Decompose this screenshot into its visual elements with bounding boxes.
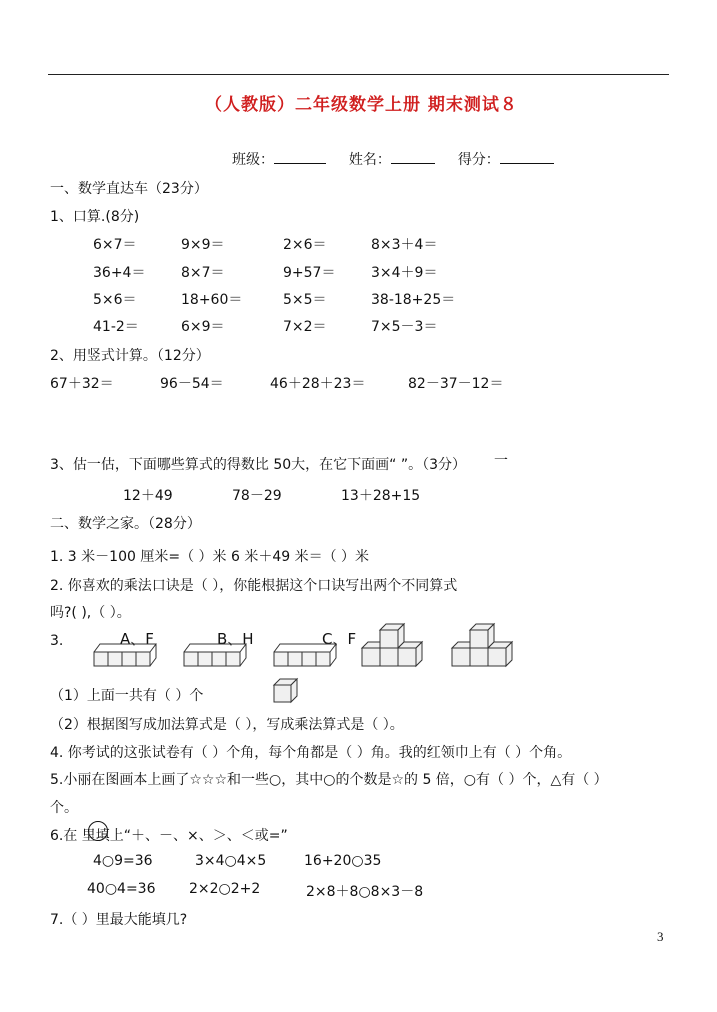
cube-row-figure-2 bbox=[180, 640, 250, 668]
circle-icon bbox=[88, 821, 108, 841]
page-number: 3 bbox=[657, 929, 664, 944]
estimate-item: 78－29 bbox=[232, 488, 282, 504]
oral-item: 5×5＝ bbox=[283, 292, 327, 308]
score-blank[interactable] bbox=[500, 149, 554, 164]
oral-item: 38-18+25＝ bbox=[371, 292, 456, 308]
oral-item: 6×9＝ bbox=[181, 319, 225, 335]
oral-item: 8×3＋4＝ bbox=[371, 237, 438, 253]
oral-item: 9+57＝ bbox=[283, 265, 336, 281]
q2-title: 2、用竖式计算。（12分） bbox=[50, 348, 210, 364]
class-blank[interactable] bbox=[274, 149, 326, 164]
cube-stack-figure-1 bbox=[360, 622, 430, 668]
s2-q3-part2: （2）根据图写成加法算式是（ ），写成乘法算式是（ ）。 bbox=[50, 717, 404, 733]
comparison-item: 40○4=36 bbox=[87, 881, 156, 897]
s2-q4: 4. 你考试的这张试卷有（ ）个角，每个角都是（ ）角。我的红领巾上有（ ）个角。 bbox=[50, 745, 572, 761]
single-cube-icon bbox=[270, 676, 300, 704]
comparison-item: 2×2○2+2 bbox=[189, 881, 261, 897]
s2-q2-line1: 2. 你喜欢的乘法口诀是（ ），你能根据这个口诀写出两个不同算式 bbox=[50, 578, 458, 594]
s2-q3-part1: （1）上面一共有（ ）个 bbox=[50, 688, 204, 704]
section1-title: 一、数学直达车（23分） bbox=[50, 181, 208, 197]
comparison-item: 3×4○4×5 bbox=[195, 853, 267, 869]
s2-q5-line1: 5.小丽在图画本上画了☆☆☆和一些○，其中○的个数是☆的 5 倍，○有（ ）个，△有（ ） bbox=[50, 772, 608, 788]
vertical-calc-item: 67＋32＝ bbox=[50, 376, 114, 392]
s2-q6-title: 6.在 里填上“＋、－、×、＞、＜或=” bbox=[50, 828, 288, 844]
header-rule bbox=[48, 74, 669, 75]
comparison-item: 4○9=36 bbox=[93, 853, 153, 869]
page-title: （人教版）二年级数学上册 期末测试８ bbox=[205, 95, 518, 115]
q1-title: 1、口算.(8分) bbox=[50, 209, 140, 225]
oral-item: 18+60＝ bbox=[181, 292, 243, 308]
oral-item: 9×9＝ bbox=[181, 237, 225, 253]
cube-row-figure-3 bbox=[270, 640, 340, 668]
oral-item: 6×7＝ bbox=[93, 237, 137, 253]
comparison-item: 2×8＋8○8×3－8 bbox=[306, 884, 424, 900]
comparison-item: 16+20○35 bbox=[304, 853, 382, 869]
vertical-calc-item: 82－37－12＝ bbox=[408, 376, 504, 392]
estimate-item: 12＋49 bbox=[123, 488, 173, 504]
s2-q7: 7.（ ）里最大能填几? bbox=[50, 912, 188, 928]
estimate-item: 13＋28+15 bbox=[341, 488, 421, 504]
cube-row-figure-1 bbox=[90, 640, 160, 668]
name-label: 姓名： bbox=[348, 152, 391, 168]
name-blank[interactable] bbox=[391, 149, 435, 164]
oral-item: 7×5－3＝ bbox=[371, 319, 438, 335]
underline-mark: 一 bbox=[494, 453, 508, 469]
oral-item: 2×6＝ bbox=[283, 237, 327, 253]
oral-item: 7×2＝ bbox=[283, 319, 327, 335]
vertical-calc-item: 96－54＝ bbox=[160, 376, 224, 392]
s2-q2-line2: 吗?( ),（ ）。 bbox=[50, 605, 131, 621]
oral-item: 5×6＝ bbox=[93, 292, 137, 308]
s2-q5-line2: 个。 bbox=[50, 800, 78, 816]
class-label: 班级： bbox=[232, 152, 274, 168]
s2-q3-number: 3. bbox=[50, 633, 64, 649]
oral-item: 36+4＝ bbox=[93, 265, 146, 281]
vertical-calc-item: 46＋28＋23＝ bbox=[270, 376, 366, 392]
s2-q1: 1. 3 米－100 厘米=（ ）米 6 米＋49 米＝（ ）米 bbox=[50, 549, 370, 565]
oral-item: 41-2＝ bbox=[93, 319, 139, 335]
figure-label-a: A、F bbox=[120, 630, 154, 648]
oral-item: 8×7＝ bbox=[181, 265, 225, 281]
figure-label-c: C、F bbox=[322, 630, 357, 648]
q3-title: 3、估一估，下面哪些算式的得数比 50大，在它下面画“ ”。（3分） bbox=[50, 457, 467, 473]
score-label: 得分： bbox=[457, 152, 500, 168]
section2-title: 二、数学之家。（28分） bbox=[50, 516, 201, 532]
oral-item: 3×4＋9＝ bbox=[371, 265, 438, 281]
cube-stack-figure-2 bbox=[450, 622, 520, 668]
student-info-row bbox=[232, 149, 554, 169]
figure-label-b: B、H bbox=[217, 630, 254, 648]
